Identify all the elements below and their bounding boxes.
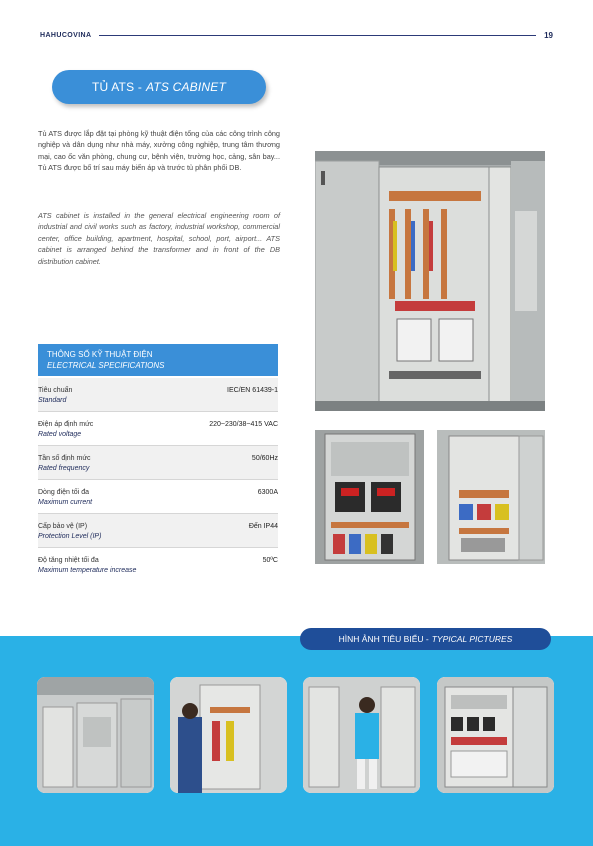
spec-value: IEC/EN 61439-1 [227, 387, 278, 394]
spec-label-en: Standard [38, 397, 67, 404]
main-cabinet-photo [315, 151, 545, 411]
spec-value: 50ºC [262, 557, 278, 564]
typical-pictures-title [300, 628, 551, 650]
spec-value: Đến IP44 [248, 523, 278, 530]
typical-picture-2 [170, 677, 287, 793]
spec-row-protection [38, 514, 278, 548]
spec-label-en: Rated frequency [38, 465, 90, 472]
typical-picture-1 [37, 677, 154, 793]
header-divider [99, 35, 536, 36]
spec-title-vi: THÔNG SỐ KỸ THUẬT ĐIỆN [47, 350, 153, 359]
spec-label-vi: Điện áp định mức [38, 421, 94, 428]
typical-label: HÌNH ẢNH TIÊU BIỂU - [338, 634, 429, 644]
typical-picture-3 [303, 677, 420, 793]
spec-label-vi: Tần số định mức [38, 455, 91, 462]
page-number: 19 [544, 30, 553, 40]
title-italic: ATS CABINET [146, 80, 227, 94]
breaker-panel-photo [315, 430, 424, 564]
spec-row-temperature [38, 548, 278, 582]
spec-row-standard [38, 378, 278, 412]
section-title [52, 70, 266, 104]
intro-vietnamese: Tủ ATS được lắp đặt tại phòng kỹ thuật điện tổng của các công trình công nghiệp và dân dụng như nhà máy, xưởng công nghiệp, trung tâm thương mại, cao ốc văn phòng, chung cư, bệnh viện, trường học, cảng, sân bay... Tủ ATS được bố trí sau máy biến áp và trước tủ phân phối DB. [38, 129, 280, 173]
busbar-panel-photo [437, 430, 545, 564]
spec-row-voltage [38, 412, 278, 446]
spec-label-vi: Độ tăng nhiệt tối đa [38, 557, 99, 564]
typical-picture-4 [437, 677, 554, 793]
spec-label-en: Protection Level (IP) [38, 533, 102, 540]
spec-label-en: Maximum temperature increase [38, 567, 137, 574]
spec-label-en: Maximum current [38, 499, 93, 506]
intro-english: ATS cabinet is installed in the general electrical engineering room of industrial and civil works such as factory, industrial workshop, commercial center, office building, apartment, hospital, school, port, airport... ATS cabinet is arranged behind the transformer and in front of the DB distribution cabinet. [38, 211, 280, 266]
spec-label-vi: Tiêu chuẩn [38, 387, 73, 394]
spec-header [38, 344, 278, 376]
spec-row-current [38, 480, 278, 514]
page-header [40, 28, 553, 42]
spec-title-en: ELECTRICAL SPECIFICATIONS [47, 361, 165, 370]
typical-label-italic: TYPICAL PICTURES [431, 634, 513, 644]
spec-table [38, 378, 278, 582]
spec-label-vi: Dòng điện tối đa [38, 489, 89, 496]
title-main: TỦ ATS - [91, 80, 143, 94]
spec-label-en: Rated voltage [38, 431, 82, 438]
spec-value: 6300A [257, 489, 278, 496]
spec-row-frequency [38, 446, 278, 480]
brand-name: HAHUCOVINA [40, 31, 92, 39]
spec-label-vi: Cấp bảo vệ (IP) [38, 523, 88, 530]
spec-value: 50/60Hz [251, 455, 278, 462]
spec-value: 220~230/38~415 VAC [209, 421, 278, 428]
